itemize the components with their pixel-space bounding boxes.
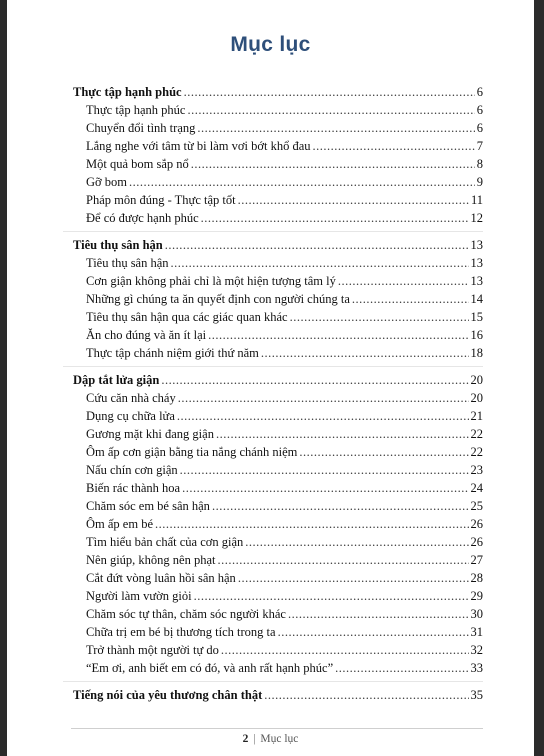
toc-page-number: 20: [470, 373, 483, 387]
toc-dot-leader: [155, 515, 469, 533]
toc-dot-leader: [177, 407, 469, 425]
toc-page-number: 13: [470, 238, 483, 252]
toc-page-number: 6: [476, 85, 483, 99]
toc-page-number: 7: [476, 139, 483, 153]
footer-page-number: 2: [242, 733, 249, 745]
toc-entry-label: Chăm sóc tự thân, chăm sóc người khác: [86, 607, 286, 621]
toc-subentry[interactable]: [73, 191, 483, 209]
toc-subentry[interactable]: [73, 101, 483, 119]
toc-entry-label: Lắng nghe với tâm từ bi làm vơi bớt khổ đau: [86, 139, 311, 153]
toc-dot-leader: [313, 137, 475, 155]
toc-dot-leader: [161, 371, 468, 389]
section-divider: [63, 231, 483, 232]
toc-page-number: 6: [476, 121, 483, 135]
toc-page-number: 21: [470, 409, 483, 423]
toc-entry-label: Dập tắt lửa giận: [73, 373, 160, 387]
toc-dot-leader: [178, 389, 469, 407]
toc-dot-leader: [191, 155, 475, 173]
toc-entry-label: Một quả bom sắp nổ: [86, 157, 189, 171]
toc-dot-leader: [238, 191, 469, 209]
toc-entry-label: Nấu chín cơn giận: [86, 463, 178, 477]
toc-subentry[interactable]: [73, 533, 483, 551]
toc-dot-leader: [182, 479, 468, 497]
toc-dot-leader: [187, 101, 474, 119]
footer-divider: [71, 728, 483, 729]
toc-subentry[interactable]: [73, 155, 483, 173]
toc-subentry[interactable]: [73, 326, 483, 344]
toc-subentry[interactable]: [73, 389, 483, 407]
toc-page-number: 18: [470, 346, 483, 360]
toc-entry-label: Tiêu thụ sân hận: [73, 238, 163, 252]
toc-page-number: 35: [470, 688, 483, 702]
toc-page-number: 22: [470, 445, 483, 459]
toc-subentry[interactable]: [73, 209, 483, 227]
toc-dot-leader: [238, 569, 469, 587]
toc-page-number: 32: [470, 643, 483, 657]
toc-subentry[interactable]: [73, 308, 483, 326]
toc-dot-leader: [197, 119, 474, 137]
toc-dot-leader: [218, 551, 469, 569]
toc-page-number: 13: [470, 274, 483, 288]
toc-section-entry[interactable]: [73, 236, 483, 254]
section-divider: [63, 681, 483, 682]
toc-entry-label: Gỡ bom: [86, 175, 127, 189]
toc-entry-label: Tiêu thụ sân hận: [86, 256, 169, 270]
toc-entry-label: Người làm vườn giỏi: [86, 589, 192, 603]
toc-subentry[interactable]: [73, 137, 483, 155]
toc-dot-leader: [245, 533, 468, 551]
toc-page-number: 33: [470, 661, 483, 675]
toc-dot-leader: [299, 443, 468, 461]
page-footer: [7, 733, 534, 745]
toc-dot-leader: [338, 272, 469, 290]
toc-entry-label: Thực tập chánh niệm giới thứ năm: [86, 346, 259, 360]
toc-page-number: 26: [470, 517, 483, 531]
toc-dot-leader: [194, 587, 469, 605]
toc-dot-leader: [261, 344, 469, 362]
toc-entry-label: Tiêu thụ sân hận qua các giác quan khác: [86, 310, 288, 324]
toc-entry-label: Để có được hạnh phúc: [86, 211, 199, 225]
toc-dot-leader: [180, 461, 469, 479]
toc-subentry[interactable]: [73, 443, 483, 461]
toc-page-number: 12: [470, 211, 483, 225]
toc-entry-label: Dụng cụ chữa lửa: [86, 409, 175, 423]
toc-entry-label: “Em ơi, anh biết em có đó, và anh rất hạnh phúc”: [86, 661, 334, 675]
toc-dot-leader: [208, 326, 468, 344]
toc-dot-leader: [221, 641, 469, 659]
toc-dot-leader: [278, 623, 469, 641]
toc-entry-label: Thực tập hạnh phúc: [73, 85, 182, 99]
toc-page-number: 14: [470, 292, 483, 306]
toc-page-number: 24: [470, 481, 483, 495]
toc-entry-label: Chăm sóc em bé sân hận: [86, 499, 210, 513]
toc-page-number: 31: [470, 625, 483, 639]
toc-dot-leader: [184, 83, 475, 101]
toc-entry-label: Cứu căn nhà cháy: [86, 391, 176, 405]
toc-page-number: 6: [476, 103, 483, 117]
toc-entry-label: Biến rác thành hoa: [86, 481, 181, 495]
toc-section-entry[interactable]: [73, 686, 483, 704]
toc-entry-label: Pháp môn đúng - Thực tập tốt: [86, 193, 236, 207]
toc-dot-leader: [171, 254, 469, 272]
toc-dot-leader: [352, 290, 469, 308]
toc-entry-label: Gương mặt khi đang giận: [86, 427, 214, 441]
toc-page-number: 25: [470, 499, 483, 513]
toc-dot-leader: [201, 209, 469, 227]
toc-page-number: 26: [470, 535, 483, 549]
toc-subentry[interactable]: [73, 551, 483, 569]
toc-entry-label: Thực tập hạnh phúc: [86, 103, 186, 117]
toc-entry-label: Tiếng nói của yêu thương chân thật: [73, 688, 263, 702]
toc-subentry[interactable]: [73, 659, 483, 677]
toc-page-number: 27: [470, 553, 483, 567]
section-divider: [63, 366, 483, 367]
footer-label: Mục lục: [260, 733, 299, 745]
toc-page-number: 13: [470, 256, 483, 270]
toc-subentry[interactable]: [73, 344, 483, 362]
toc-subentry[interactable]: [73, 641, 483, 659]
toc-subentry[interactable]: [73, 272, 483, 290]
toc-subentry[interactable]: [73, 479, 483, 497]
toc-entry-label: Nên giúp, không nên phạt: [86, 553, 216, 567]
toc-entry-label: Chuyển đổi tình trạng: [86, 121, 196, 135]
toc-page-number: 29: [470, 589, 483, 603]
toc-dot-leader: [335, 659, 468, 677]
toc-subentry[interactable]: [73, 605, 483, 623]
toc-page-number: 16: [470, 328, 483, 342]
toc-title: Mục lục: [230, 33, 311, 56]
toc-page-number: 9: [476, 175, 483, 189]
toc-page-number: 22: [470, 427, 483, 441]
toc-dot-leader: [216, 425, 469, 443]
toc-subentry[interactable]: [73, 497, 483, 515]
toc-page-number: 30: [470, 607, 483, 621]
toc-dot-leader: [212, 497, 469, 515]
toc-entry-label: Cơn giận không phải chỉ là một hiện tượng tâm lý: [86, 274, 336, 288]
toc-entry-label: Ôm ấp cơn giận bằng tia nắng chánh niệm: [86, 445, 298, 459]
toc-entry-label: Những gì chúng ta ăn quyết định con người chúng ta: [86, 292, 350, 306]
toc-page-number: 20: [470, 391, 483, 405]
toc-section-entry[interactable]: [73, 371, 483, 389]
toc-subentry[interactable]: [73, 461, 483, 479]
toc-subentry[interactable]: [73, 515, 483, 533]
toc-section-entry[interactable]: [73, 83, 483, 101]
toc-entry-label: Trở thành một người tự do: [86, 643, 219, 657]
toc-dot-leader: [129, 173, 475, 191]
footer-separator: |: [253, 733, 256, 745]
toc-page-number: 23: [470, 463, 483, 477]
toc-page-number: 8: [476, 157, 483, 171]
toc-dot-leader: [288, 605, 469, 623]
toc-subentry[interactable]: [73, 290, 483, 308]
toc-subentry[interactable]: [73, 569, 483, 587]
toc-subentry[interactable]: [73, 623, 483, 641]
document-page: [7, 0, 534, 756]
toc-entry-label: Cắt đứt vòng luân hồi sân hận: [86, 571, 236, 585]
toc-subentry[interactable]: [73, 425, 483, 443]
toc-entry-label: Tìm hiểu bản chất của cơn giận: [86, 535, 244, 549]
toc-subentry[interactable]: [73, 407, 483, 425]
toc-page-number: 15: [470, 310, 483, 324]
toc-subentry[interactable]: [73, 254, 483, 272]
toc-entry-label: Ăn cho đúng và ăn ít lại: [86, 328, 207, 342]
toc-page-number: 11: [470, 193, 483, 207]
toc-entry-label: Chữa trị em bé bị thương tích trong ta: [86, 625, 276, 639]
toc-dot-leader: [264, 686, 468, 704]
toc-subentry[interactable]: [73, 587, 483, 605]
toc-dot-leader: [165, 236, 469, 254]
toc-page-number: 28: [470, 571, 483, 585]
toc-subentry[interactable]: [73, 119, 483, 137]
toc-dot-leader: [290, 308, 469, 326]
toc-subentry[interactable]: [73, 173, 483, 191]
table-of-contents: [73, 83, 483, 704]
toc-entry-label: Ôm ấp em bé: [86, 517, 153, 531]
